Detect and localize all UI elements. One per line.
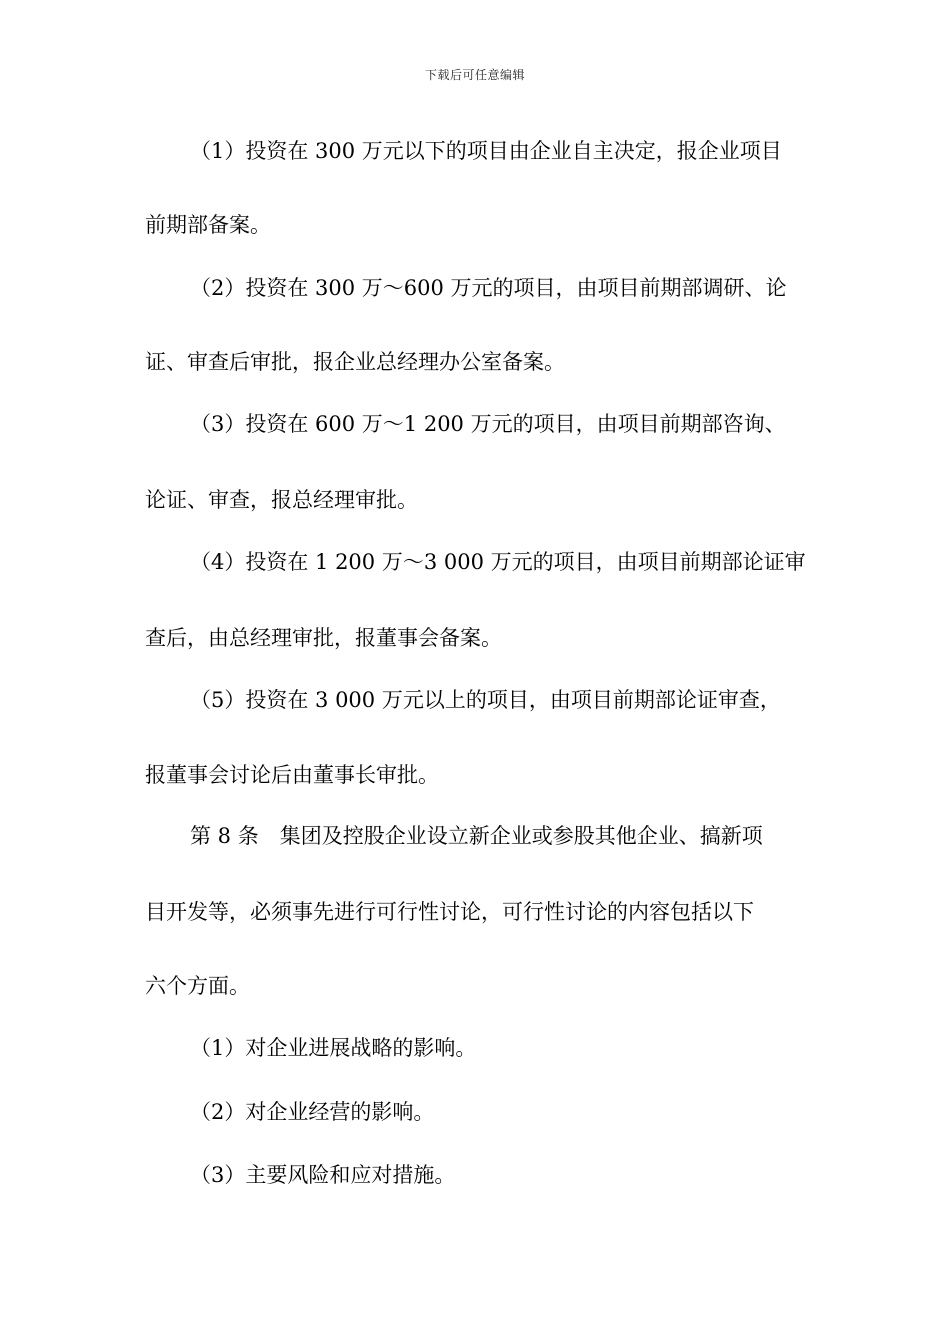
article-8-line-1: 第 8 条 集团及控股企业设立新企业或参股其他企业、搞新项 <box>190 824 763 848</box>
paragraph-3-line-2: 论证、审查，报总经理审批。 <box>145 488 418 512</box>
paragraph-5-line-2: 报董事会讨论后由董事长审批。 <box>145 763 439 787</box>
list-item-2: （2）对企业经营的影响。 <box>190 1100 435 1124</box>
paragraph-2-line-1: （2）投资在 300 万～600 万元的项目，由项目前期部调研、论 <box>190 276 787 300</box>
page-header: 下载后可任意编辑 <box>424 68 525 82</box>
paragraph-5-line-1: （5）投资在 3 000 万元以上的项目，由项目前期部论证审查， <box>190 688 781 712</box>
paragraph-4-line-1: （4）投资在 1 200 万～3 000 万元的项目，由项目前期部论证审 <box>190 550 806 574</box>
paragraph-1-line-1: （1）投资在 300 万元以下的项目由企业自主决定，报企业项目 <box>190 139 782 163</box>
paragraph-3-line-1: （3）投资在 600 万～1 200 万元的项目，由项目前期部咨询、 <box>190 412 786 436</box>
list-item-1: （1）对企业进展战略的影响。 <box>190 1036 477 1060</box>
list-item-3: （3）主要风险和应对措施。 <box>190 1163 456 1187</box>
paragraph-4-line-2: 查后，由总经理审批，报董事会备案。 <box>145 626 502 650</box>
paragraph-1-line-2: 前期部备案。 <box>145 213 271 237</box>
article-8-line-3: 六个方面。 <box>145 974 250 998</box>
paragraph-2-line-2: 证、审查后审批，报企业总经理办公室备案。 <box>145 350 565 374</box>
article-8-line-2: 目开发等，必须事先进行可行性讨论，可行性讨论的内容包括以下 <box>145 900 754 924</box>
